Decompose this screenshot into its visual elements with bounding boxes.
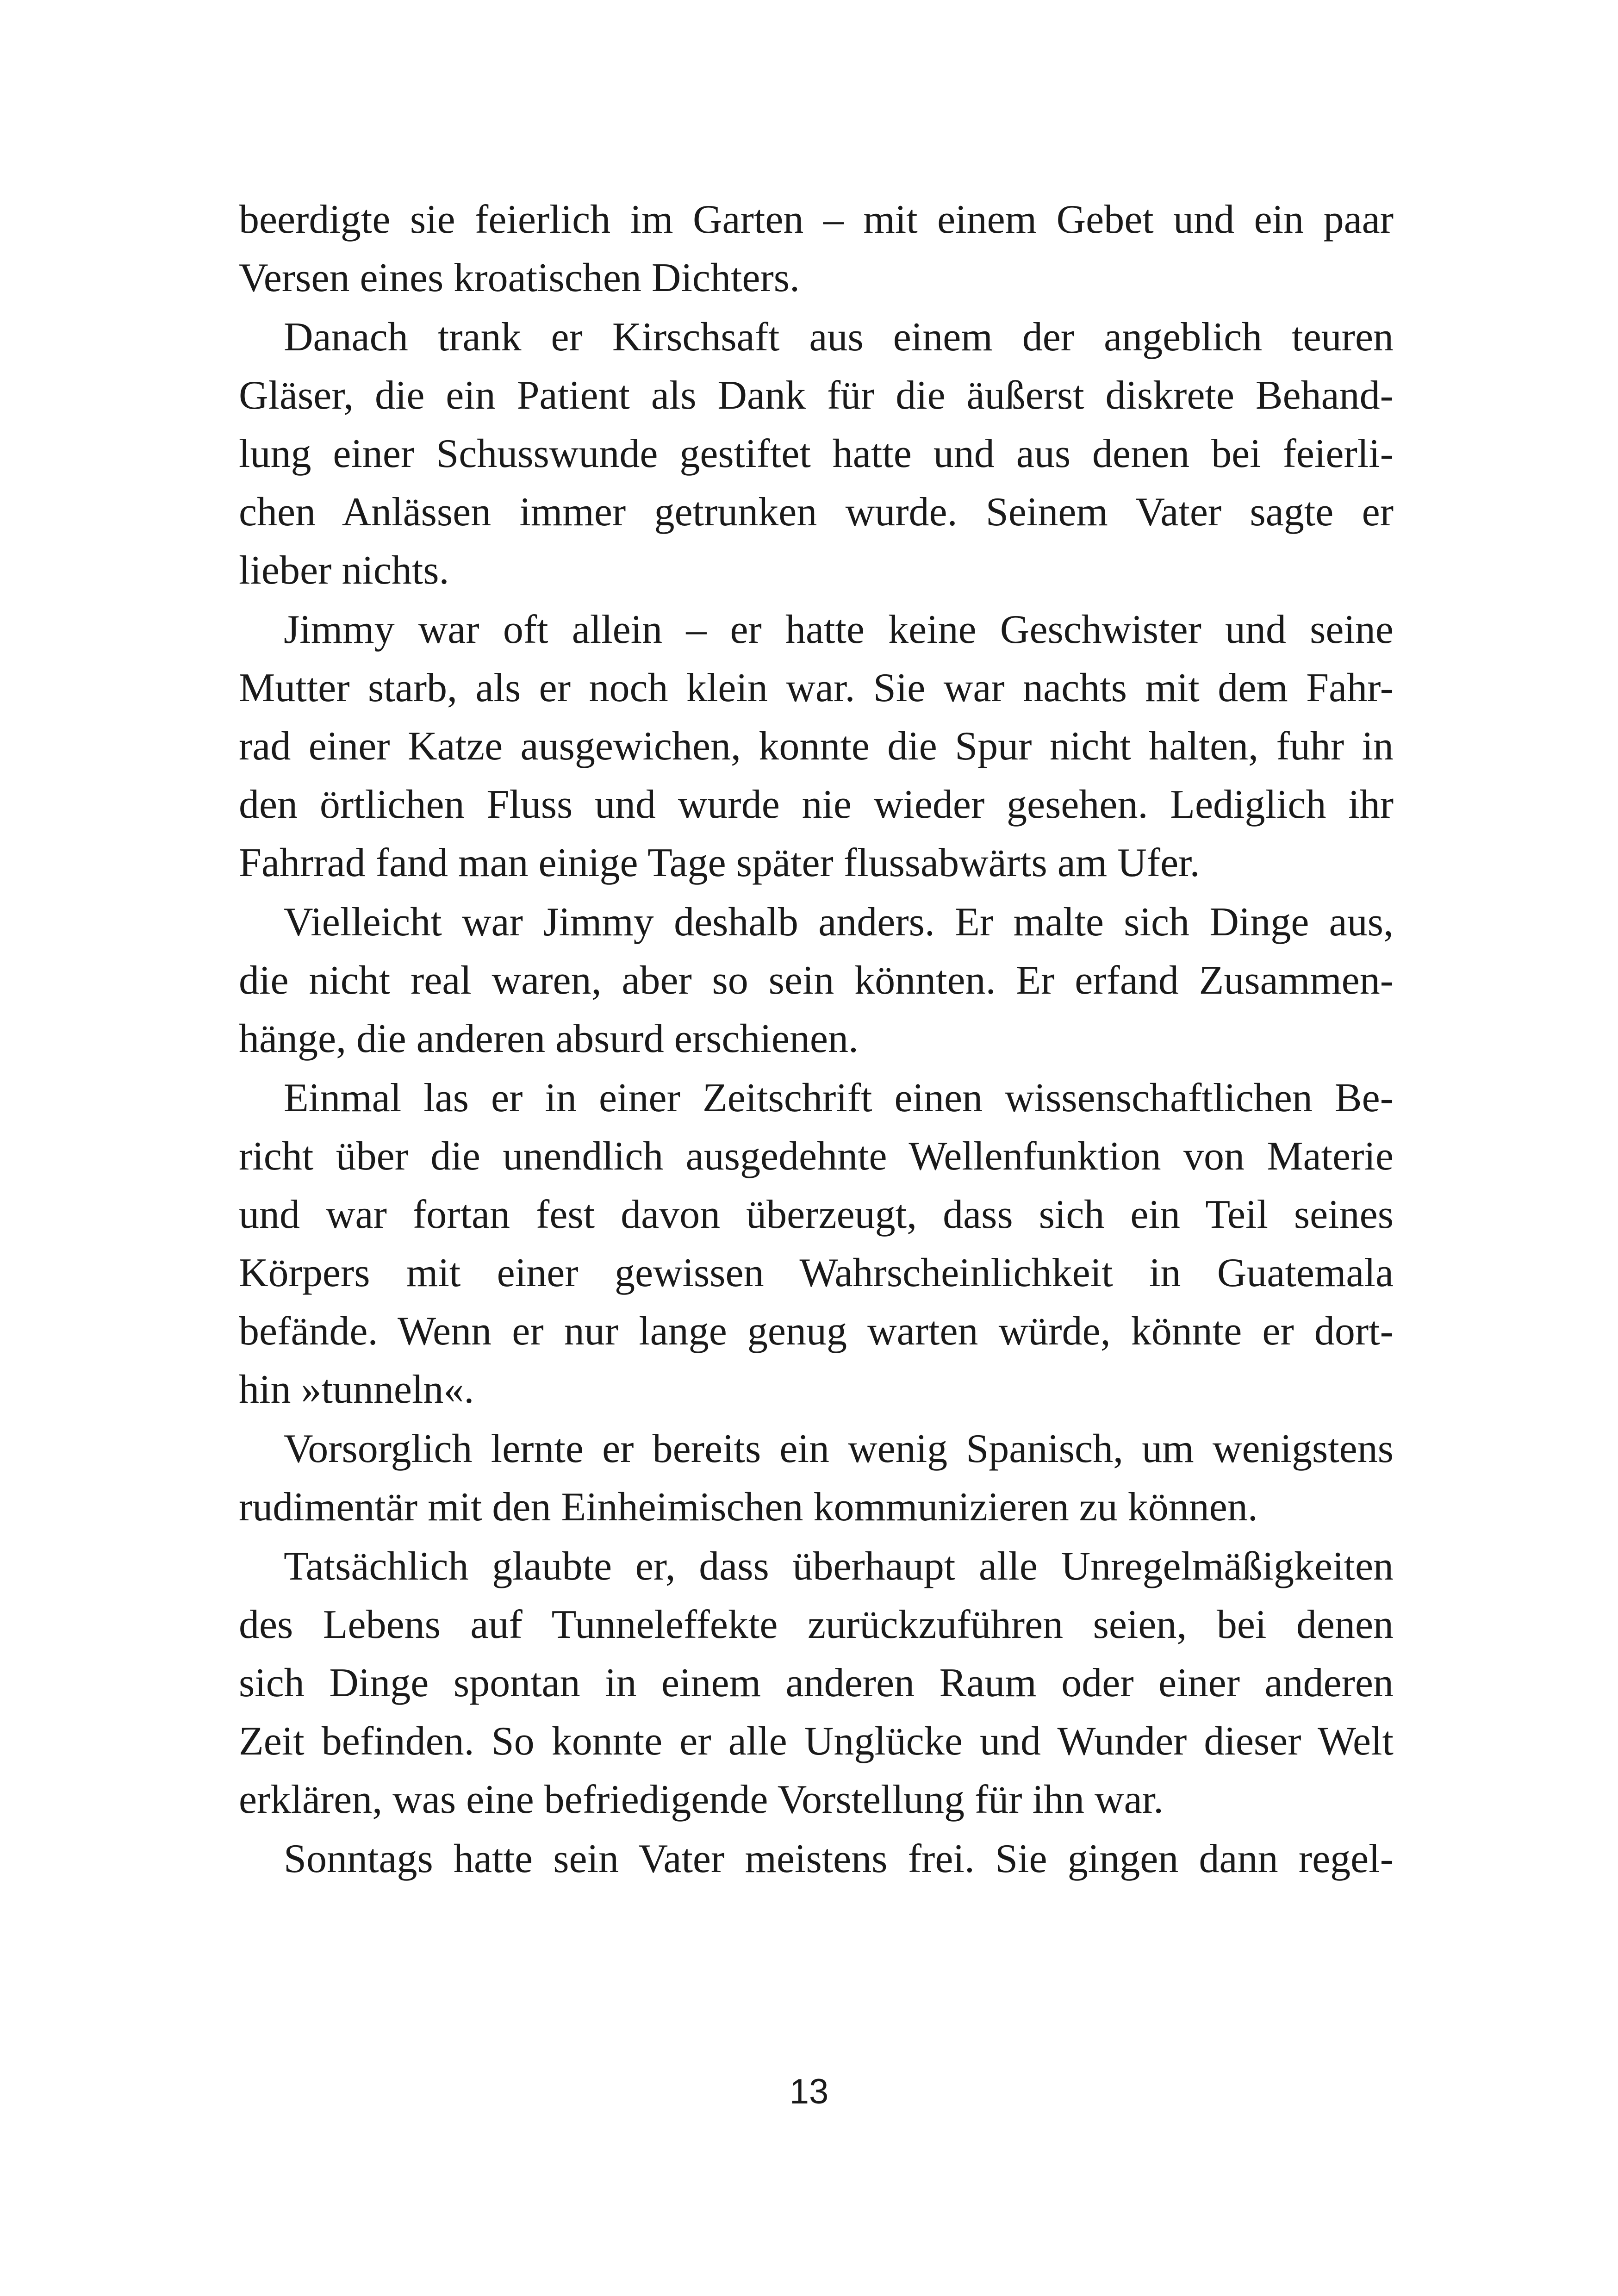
text-line: hänge, die anderen absurd erschienen.	[239, 1016, 859, 1061]
text-line: des Lebens auf Tunneleffekte zurückzuführen seien, bei denen	[239, 1602, 1394, 1647]
text-line: den örtlichen Fluss und wurde nie wieder gesehen. Lediglich ihr	[239, 782, 1394, 827]
text-line: Sonntags hatte sein Vater meistens frei. Sie gingen dann regel-	[284, 1836, 1394, 1881]
text-line: Vielleicht war Jimmy deshalb anders. Er malte sich Dinge aus,	[284, 900, 1394, 945]
text-line: chen Anlässen immer getrunken wurde. Seinem Vater sagte er	[239, 490, 1394, 535]
text-line: beerdigte sie feierlich im Garten – mit einem Gebet und ein paar	[239, 197, 1394, 242]
page-number: 13	[789, 2072, 829, 2111]
text-line: die nicht real waren, aber so sein könnten. Er erfand Zusammen-	[239, 958, 1394, 1003]
text-line: Körpers mit einer gewissen Wahrscheinlichkeit in Guatemala	[239, 1251, 1394, 1295]
text-line: befände. Wenn er nur lange genug warten würde, könnte er dort-	[239, 1309, 1394, 1354]
text-line: Tatsächlich glaubte er, dass überhaupt alle Unregelmäßigkeiten	[284, 1544, 1394, 1589]
text-line: Mutter starb, als er noch klein war. Sie war nachts mit dem Fahr-	[239, 666, 1394, 710]
text-line: Gläser, die ein Patient als Dank für die äußerst diskrete Behand-	[239, 373, 1394, 418]
text-line: rudimentär mit den Einheimischen kommunizieren zu können.	[239, 1485, 1258, 1530]
text-line: und war fortan fest davon überzeugt, dass sich ein Teil seines	[239, 1192, 1394, 1237]
text-line: rad einer Katze ausgewichen, konnte die Spur nicht halten, fuhr in	[239, 724, 1394, 769]
text-line: Einmal las er in einer Zeitschrift einen wissenschaftlichen Be-	[284, 1076, 1394, 1120]
text-line: Fahrrad fand man einige Tage später flussabwärts am Ufer.	[239, 840, 1200, 885]
text-line: Vorsorglich lernte er bereits ein wenig Spanisch, um wenigstens	[284, 1426, 1394, 1471]
text-line: lieber nichts.	[239, 548, 449, 593]
text-line: Jimmy war oft allein – er hatte keine Geschwister und seine	[284, 607, 1394, 652]
text-line: Danach trank er Kirschsaft aus einem der angeblich teuren	[284, 315, 1394, 360]
text-line: lung einer Schusswunde gestiftet hatte und aus denen bei feierli-	[239, 431, 1394, 476]
text-line: sich Dinge spontan in einem anderen Raum oder einer anderen	[239, 1661, 1394, 1705]
text-line: hin »tunneln«.	[239, 1367, 474, 1412]
text-line: erklären, was eine befriedigende Vorstellung für ihn war.	[239, 1777, 1164, 1822]
text-line: Zeit befinden. So konnte er alle Unglücke und Wunder dieser Welt	[239, 1719, 1394, 1764]
text-line: Versen eines kroatischen Dichters.	[239, 255, 800, 300]
text-line: richt über die unendlich ausgedehnte Wellenfunktion von Materie	[239, 1134, 1394, 1179]
